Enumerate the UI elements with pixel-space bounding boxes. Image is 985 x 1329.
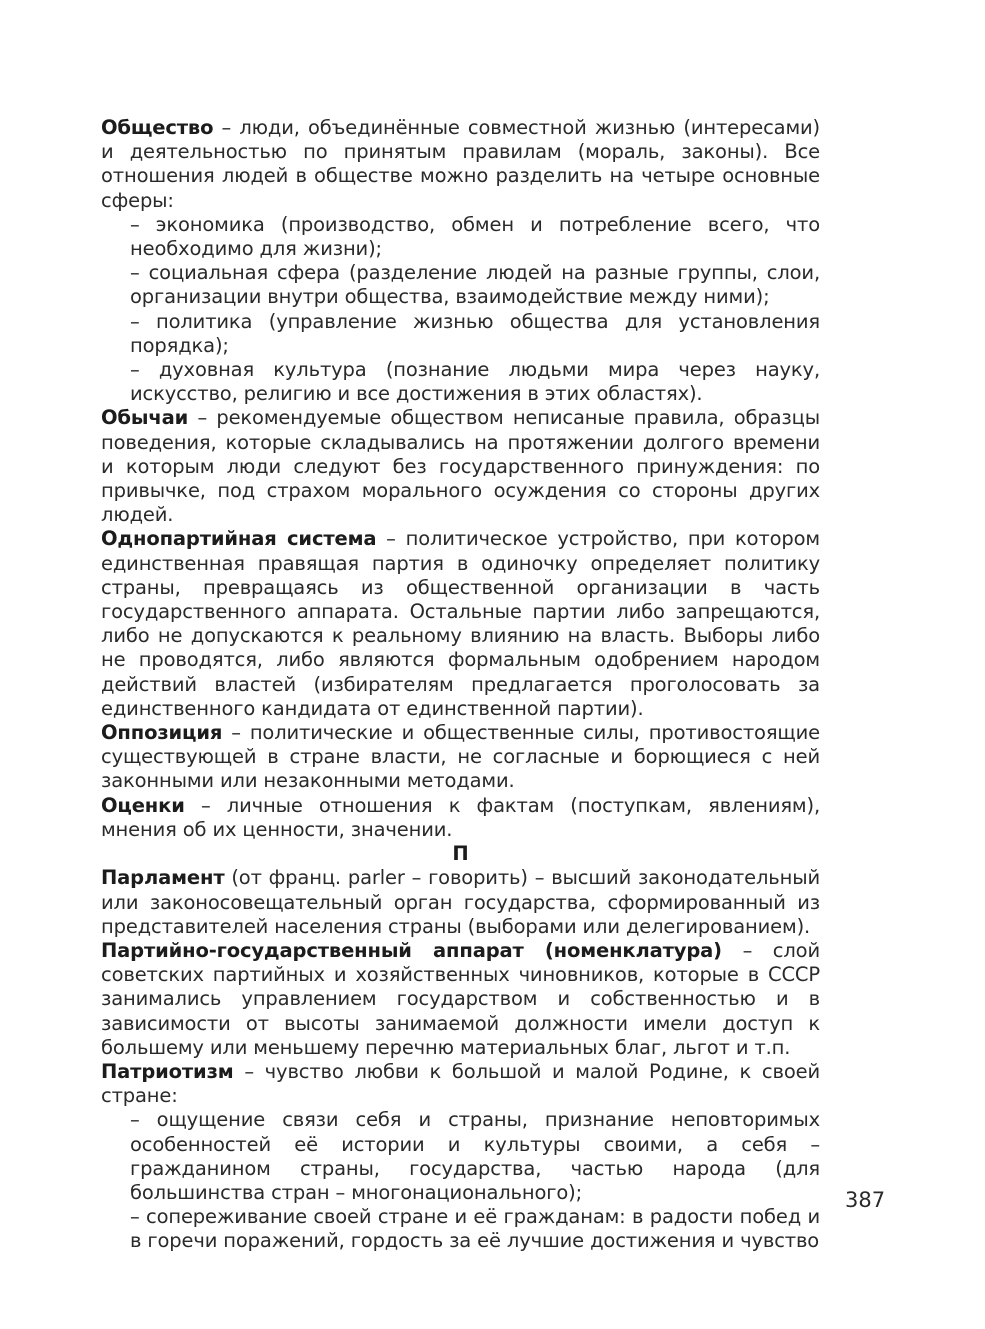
definition: (от франц. parler – говорить) – высший законодательный или законосовещательный орган государства, сформированный из представителей населения страны (выборами или делегированием). [101, 866, 820, 938]
list-item: – ощущение связи себя и страны, признание неповторимых особенностей её истории и культуры своими, а себя – гражданином страны, государства, частью народа (для большинства стран – многонационального); [130, 1108, 820, 1204]
term: Оценки [101, 793, 185, 817]
entry-obshchestvo [101, 116, 820, 213]
list-item: – сопереживание своей стране и её гражданам: в радости побед и в горечи поражений, гордость за её лучшие достижения и чувство [130, 1205, 820, 1253]
entry-otsenki [101, 794, 820, 842]
list-item: – социальная сфера (разделение людей на разные группы, слои, организации внутри общества, взаимодействие между ними); [130, 261, 820, 309]
definition: – рекомендуемые обществом неписаные правила, образцы поведения, которые складывались на протяжении долгого времени и которым люди следуют без государственного принуждения: по привычке, под страхом морального осуждения со стороны других людей. [101, 406, 820, 527]
list-item: – экономика (производство, обмен и потребление всего, что необходимо для жизни); [130, 212, 820, 261]
list-item: – духовная культура (познание людьми мира через науку, искусство, религию и все достижения в этих областях). [130, 358, 820, 406]
definition: – политическое устройство, при котором единственная правящая партия в одиночку определяет политику страны, превращаясь из общественной организации в часть государственного аппарата. Остальные партии либо запрещаются, либо не допускаются к реальному влиянию на власть. Выборы либо не проводятся, либо являются формальным одобрением народом действий властей (избирателям предлагается проголосовать за единственного кандидата от единственной партии). [101, 527, 820, 720]
entry-oppozitsiya [101, 721, 820, 794]
definition: – личные отношения к фактам (поступкам, явлениям), мнения об их ценности, значении. [101, 793, 820, 841]
definition: – люди, объединённые совместной жизнью (интересами) и деятельностью по принятым правилам (мораль, законы). Все отношения людей в обществе можно разделить на четыре основные сферы: [101, 116, 820, 212]
page-number: 387 [845, 1188, 886, 1212]
glossary-text [101, 116, 820, 1254]
definition: – политические и общественные силы, противостоящие существующей в стране власти, не согласные и борющиеся с ней законными или незаконными методами. [101, 721, 820, 793]
list-item: – политика (управление жизнью общества для установления порядка); [130, 309, 820, 357]
entry-nomenklatura [101, 939, 820, 1060]
entry-patriotizm [101, 1060, 820, 1108]
term: Общество [101, 116, 214, 139]
term: Обычаи [101, 406, 189, 430]
entry-parlament [101, 866, 820, 939]
term: Партийно-государственный аппарат (номенклатура) [101, 938, 722, 962]
term: Однопартийная система [101, 527, 377, 551]
term: Парламент [101, 866, 225, 890]
letter-heading: П [452, 842, 469, 866]
definition: – слой советских партийных и хозяйственных чиновников, которые в СССР занимались управлением государством и собственностью и в зависимости от высоты занимаемой должности имели доступ к большему или меньшему перечню материальных благ, льгот и т.п. [101, 938, 820, 1059]
term: Оппозиция [101, 721, 223, 745]
entry-odnopartiynaya-sistema [101, 527, 820, 721]
entry-obychai [101, 406, 820, 527]
term: Патриотизм [101, 1059, 234, 1083]
definition: – чувство любви к большой и малой Родине, к своей стране: [101, 1059, 820, 1108]
